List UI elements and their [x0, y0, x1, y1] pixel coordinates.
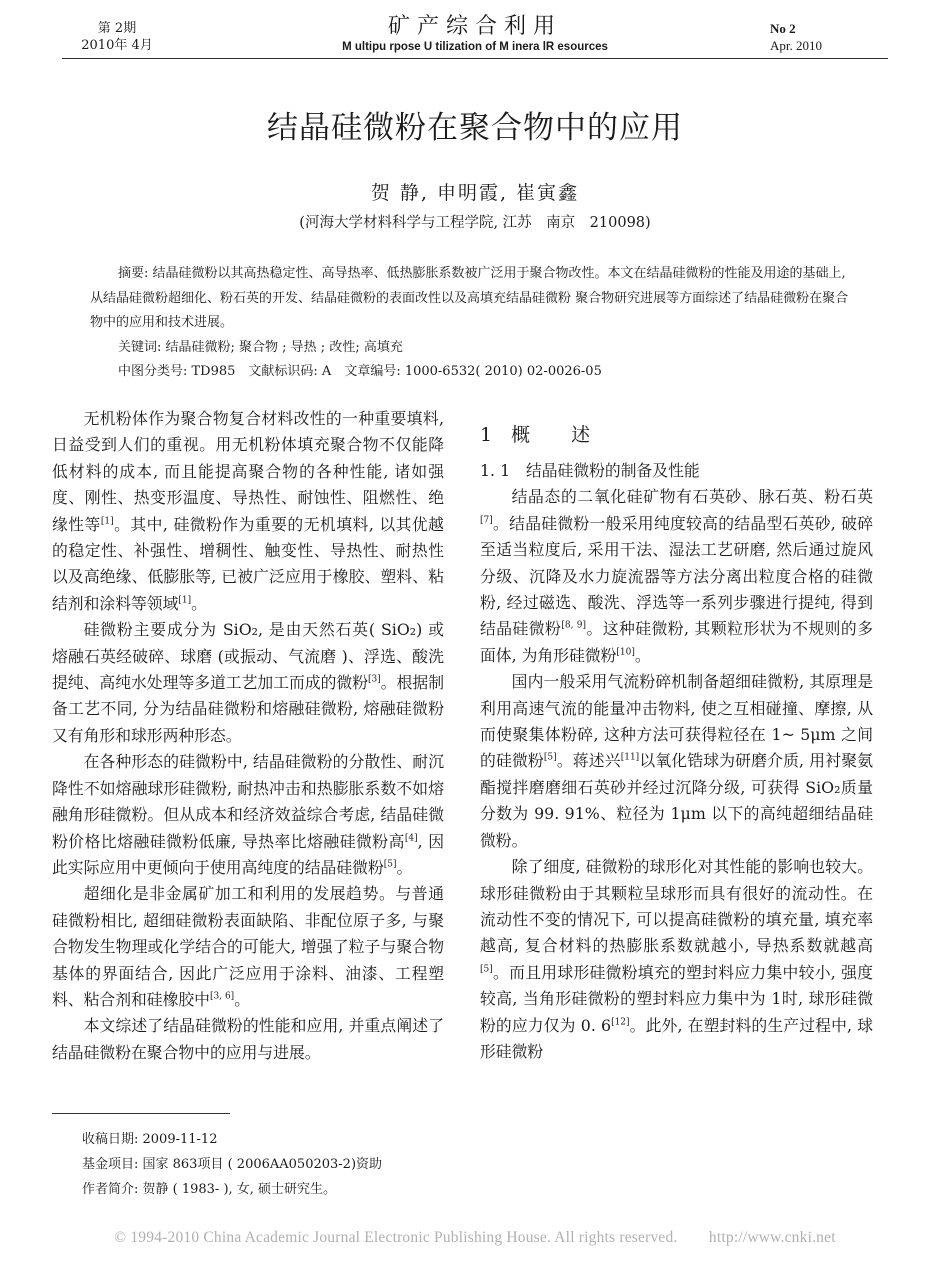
citation: [8, 9] [561, 621, 586, 632]
citation: [1] [100, 516, 114, 527]
paragraph [52, 881, 444, 1013]
text: 无机粉体作为聚合物复合材料改性的一种重要填料, 日益受到人们的重视。用无机粉体填充聚合物不仅能降低材料的成本, 而且能提高聚合物的各种性能, 诸如强度、刚性、热变形温度、导热性、耐蚀性、阻燃性、绝缘性等 [52, 409, 444, 534]
article-authors: 贺 静, 申明霞, 崔寅鑫 [370, 182, 580, 204]
text: 。 [234, 989, 250, 1009]
paragraph [480, 484, 873, 669]
header-issue-cn [62, 20, 172, 54]
text: 硅微粉主要成分为 SiO₂, 是由天然石英( SiO₂) 或熔融石英经破碎、球磨 (或振动、气流磨 )、浮选、酸洗提纯、高纯水处理等多道工艺加工而成的微粉 [52, 620, 444, 693]
text: 除了细度, 硅微粉的球形化对其性能的影响也较大。球形硅微粉由于其颗粒呈球形而具有很好的流动性。在流动性不变的情况下, 可以提高硅微粉的填充量, 填充率越高, 复合材料的热膨胀系数就越小, 导热系数就越高 [480, 857, 873, 956]
text: 国内一般采用气流粉碎机制备超细硅微粉, 其原理是利用高速气流的能量冲击物料, 使之互相碰撞、摩擦, 从而使聚集体粉碎, 这种方法可获得粒径在 1~ 5μm 之间的硅微粉 [480, 672, 873, 771]
left-column [52, 406, 444, 1066]
paragraph [52, 617, 444, 749]
citation: [4] [404, 833, 418, 844]
citation: [5] [480, 964, 493, 975]
journal-title-cn: 矿产综合利用 [387, 14, 562, 39]
citation: [5] [383, 859, 397, 870]
citation: [10] [616, 647, 635, 658]
copyright-watermark: © 1994-2010 China Academic Journal Electronic Publishing House. All rights reserved. http://www.cnki.net [114, 1229, 836, 1246]
subsection-heading: 1. 1 结晶硅微粉的制备及性能 [480, 461, 700, 480]
paragraph: 本文综述了结晶硅微粉的性能和应用, 并重点阐述了结晶硅微粉在聚合物中的应用与进展。 [52, 1016, 444, 1062]
footnote-divider [52, 1113, 230, 1114]
fund-info: 基金项目: 国家 863项目 ( 2006AA050203-2)资助 [82, 1157, 383, 1172]
section-number: 1 [480, 424, 494, 446]
text: 结晶态的二氧化硅矿物有石英砂、脉石英、粉石英 [511, 487, 873, 507]
issue-number-cn: 第 2期 [97, 21, 137, 36]
citation: [1] [178, 595, 192, 606]
text: 。其中, 硅微粉作为重要的无机填料, 以其优越的稳定性、补强性、增稠性、触变性、导热性、耐热性以及高绝缘、低膨胀等, 已被广泛应用于橡胶、塑料、粘结剂和涂料等领域 [52, 514, 444, 613]
paragraph [480, 669, 873, 854]
journal-title-en: M ultipu rpose U tilization of M inera lR esources [342, 41, 608, 53]
text: 。 [191, 593, 207, 613]
footnotes [82, 1127, 582, 1202]
right-column [480, 406, 873, 1065]
text: 。蒋述兴 [556, 751, 621, 771]
abstract-text: 摘要: 结晶硅微粉以其高热稳定性、高导热率、低热膨胀系数被广泛用于聚合物改性。本文在结晶硅微粉的性能及用途的基础上, 从结晶硅微粉超细化、粉石英的开发、结晶硅微粉的表面改性以及高填充结晶硅微粉 聚合物研究进展等方面综述了结晶硅微粉在聚合物中的应用和技术进展。 [90, 266, 849, 330]
abstract-block [90, 262, 860, 385]
citation: [12] [611, 1017, 630, 1028]
issue-date-cn: 2010年 4月 [81, 38, 153, 53]
citation: [7] [480, 515, 493, 526]
header-divider [62, 58, 888, 59]
citation: [3] [368, 674, 381, 685]
text: 。此外, 在塑封料的生产过程中, 球形硅微粉 [480, 1015, 873, 1061]
issue-number-en: No 2 [770, 21, 796, 36]
text: 。这种硅微粉, 其颗粒形状为不规则的多面体, 为角形硅微粉 [480, 619, 873, 665]
issue-date-en: Apr. 2010 [770, 38, 822, 53]
text: 。结晶硅微粉一般采用纯度较高的结晶型石英砂, 破碎至适当粒度后, 采用干法、湿法工艺研磨, 然后通过旋风分级、沉降及水力旋流器等方法分离出粒度合格的硅微粉, 经过磁选、酸洗、浮选等一系列步骤进行提纯, 得到结晶硅微粉 [480, 513, 873, 639]
author-affiliation: (河海大学材料科学与工程学院, 江苏 南京 210098) [299, 215, 651, 231]
text: 在各种形态的硅微粉中, 结晶硅微粉的分散性、耐沉降性不如熔融球形硅微粉, 耐热冲击和热膨胀系数不如熔融角形硅微粉。但从成本和经济效益综合考虑, 结晶硅微粉价格比熔融硅微粉低廉, 导热率比熔融硅微粉高 [52, 752, 444, 851]
text: , 因此实际应用中更倾向于使用高纯度的结晶硅微粉 [52, 831, 445, 877]
header-issue-en [770, 20, 880, 54]
text: 。根据制备工艺不同, 分为结晶硅微粉和熔融硅微粉, 熔融硅微粉又有角形和球形两种形态。 [52, 673, 444, 745]
text: 。 [396, 857, 413, 877]
citation: [5] [543, 753, 557, 764]
text: 。 [634, 645, 651, 665]
article-title: 结晶硅微粉在聚合物中的应用 [267, 110, 683, 146]
text: 超细化是非金属矿加工和利用的发展趋势。与普通硅微粉相比, 超细硅微粉表面缺陷、非配位原子多, 与聚合物发生物理或化学结合的可能大, 增强了粒子与聚合物基体的界面结合, 因此广泛应用于涂料、油漆、工程塑料、粘合剂和硅橡胶中 [52, 884, 444, 1009]
received-date: 收稿日期: 2009-11-12 [82, 1132, 218, 1147]
author-bio: 作者简介: 贺静 ( 1983- ), 女, 硕士研究生。 [82, 1182, 337, 1197]
text: 。而且用球形硅微粉填充的塑封料应力集中较小, 强度较高, 当角形硅微粉的塑封料应力集中为 1时, 球形硅微粉的应力仅为 0. 6 [480, 962, 873, 1035]
citation: [11] [620, 753, 640, 764]
classification-line: 中图分类号: TD985 文献标识码: A 文章编号: 1000-6532( 2010) 02-0026-05 [118, 364, 602, 379]
section-title: 概 述 [511, 424, 592, 446]
paragraph [52, 749, 444, 881]
paragraph [480, 854, 873, 1065]
section-heading [480, 422, 873, 448]
paragraph [52, 406, 444, 617]
keywords: 关键词: 结晶硅微粉; 聚合物 ; 导热 ; 改性; 高填充 [118, 339, 403, 355]
text: 以氧化锆球为研磨介质, 用衬聚氨酯搅拌磨磨细石英砂并经过沉降分级, 可获得 SiO₂质量分数为 99. 91%、粒径为 1μm 以下的高纯超细结晶硅微粉。 [480, 751, 873, 850]
citation: [3, 6] [209, 991, 235, 1002]
journal-masthead [250, 14, 700, 54]
